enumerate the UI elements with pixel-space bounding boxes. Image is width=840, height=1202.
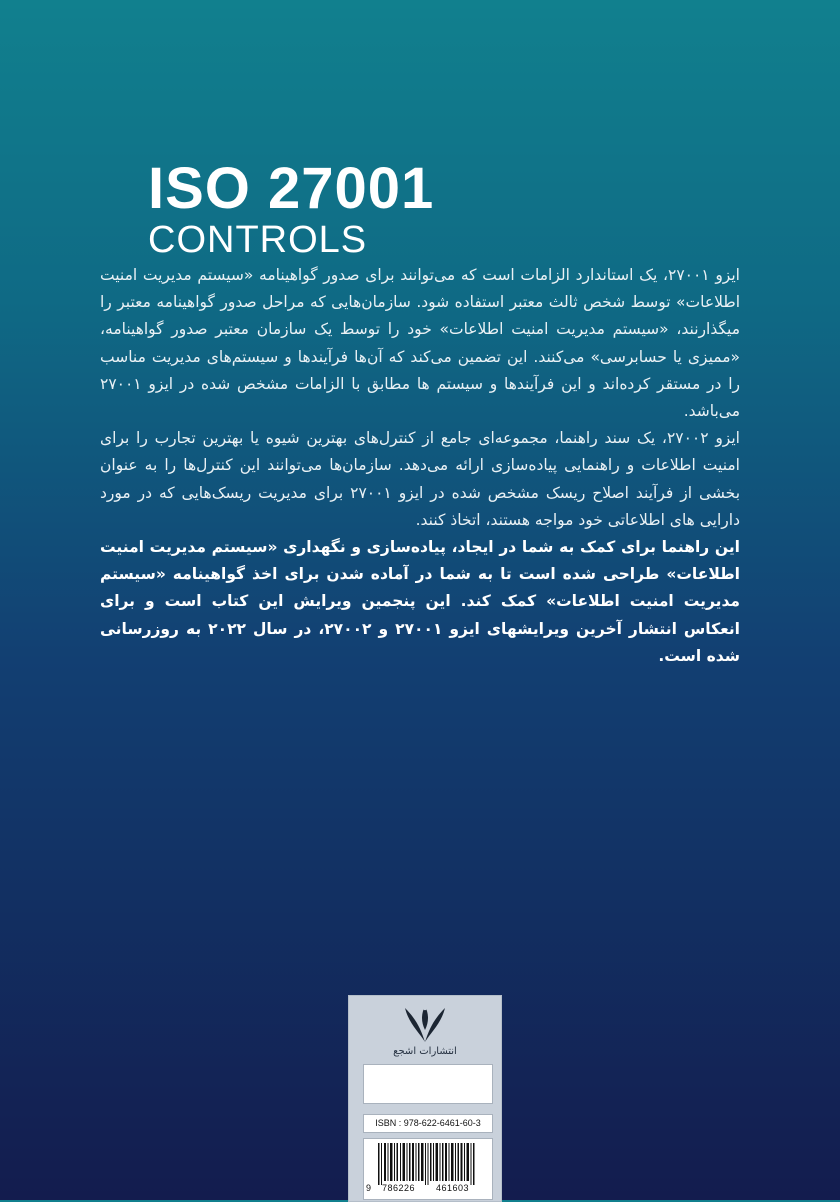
publisher-name: انتشارات اشجع [393, 1046, 457, 1057]
isbn-label: ISBN : 978-622-6461-60-3 [363, 1114, 493, 1133]
barcode-digit-first: 9 [366, 1183, 372, 1193]
description-paragraph-3: این راهنما برای کمک به شما در ایجاد، پیاده‌سازی و نگهداری «سیستم مدیریت امنیت اطلاعات» طراحی شده است تا به شما در آماده شدن برای اخذ گواهینامه «سیستم مدیریت امنیت اطلاعات» کمک کند. این پنجمین ویرایش این کتاب است و برای انعکاس انتشار آخرین ویرایشهای ایزو ۲۷۰۰۱ و ۲۷۰۰۲، در سال ۲۰۲۲ به روزرسانی شده است. [100, 538, 740, 665]
publisher-badge [348, 995, 502, 1202]
barcode-bars [370, 1143, 486, 1185]
barcode [363, 1138, 493, 1200]
description-paragraph-2: ایزو ۲۷۰۰۲، یک سند راهنما، مجموعه‌ای جامع از کنترل‌های بهترین شیوه یا بهترین تجارب را برای امنیت اطلاعات و راهنمایی پیاده‌سازی ارائه می‌دهد. سازمان‌ها می‌توانند این کنترل‌ها را به عنوان بخشی از فرآیند اصلاح ریسک مشخص شده در ایزو ۲۷۰۰۱ برای مدیریت ریسک‌هایی که در مورد دارایی های اطلاعاتی خود مواجه هستند، اتخاذ کنند. [100, 429, 741, 529]
publisher-logo-icon [399, 1002, 451, 1046]
publisher-logo [349, 996, 501, 1066]
barcode-digits-left: 786226 [382, 1183, 416, 1193]
barcode-digits [364, 1183, 492, 1197]
description-text [100, 262, 740, 670]
cover-title-block [148, 156, 435, 261]
cover-title: ISO 27001 [148, 156, 435, 221]
description-paragraph-1: ایزو ۲۷۰۰۱، یک استاندارد الزامات است که می‌توانند برای صدور گواهینامه «سیستم مدیریت امنیت اطلاعات» توسط شخص ثالث معتبر استفاده شود. سازمان‌هایی که مراحل صدور گواهینامه معتبر را میگذارنند، «سیستم مدیریت امنیت اطلاعات» خود را توسط یک سازمان معتبر صدور گواهینامه، «ممیزی یا حسابرسی» می‌کنند. این تضمین می‌کند که آن‌ها فرآیندها و سیستم‌های مدیریت مناسب را در مستقر کرده‌اند و این فرآیندها و سیستم ها مطابق با الزامات مشخص شده در ایزو ۲۷۰۰۱ می‌باشد. [100, 266, 740, 421]
price-box [363, 1064, 493, 1104]
cover-subtitle: CONTROLS [148, 219, 368, 261]
barcode-digits-right: 461603 [436, 1183, 470, 1193]
